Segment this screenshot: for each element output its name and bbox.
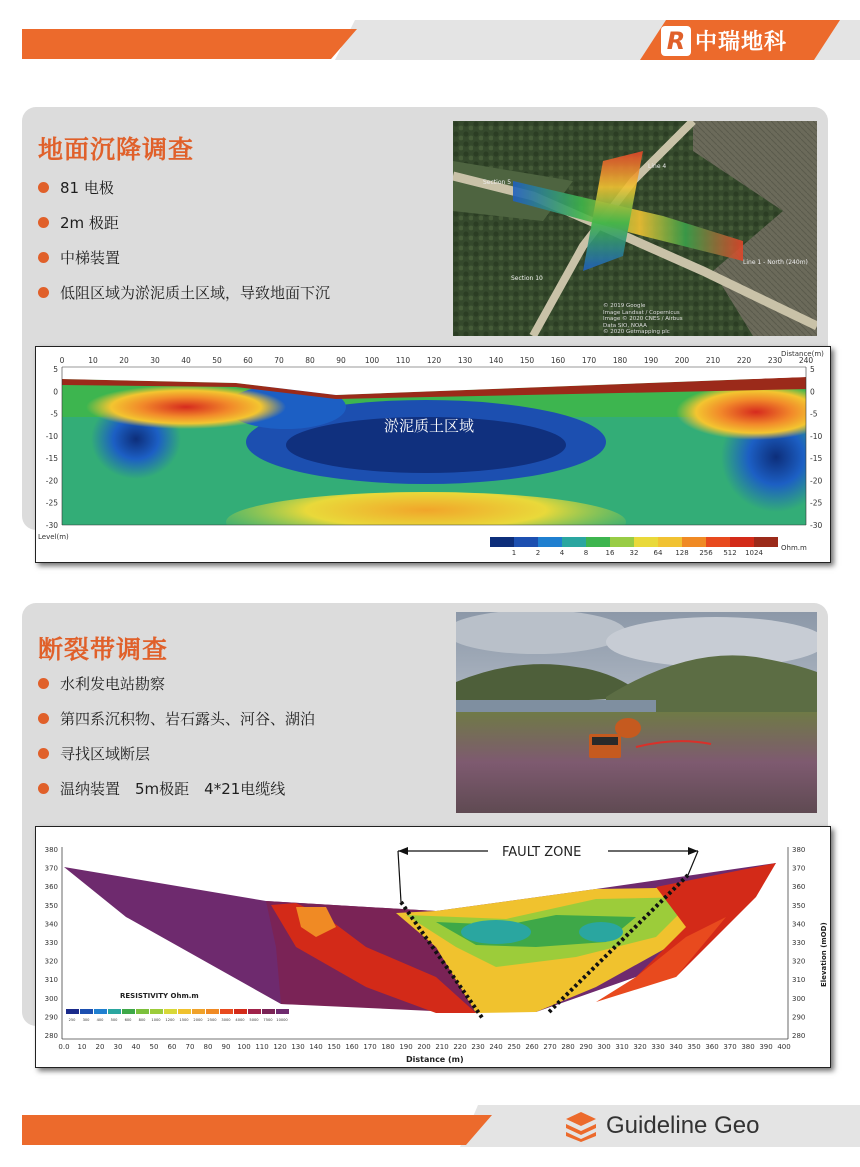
colorbar-unit-label: Ohm.m	[781, 544, 807, 552]
x-tick-label: 190	[399, 1043, 413, 1051]
section2-bullet-list	[38, 666, 315, 806]
x-tick-label: 330	[651, 1043, 665, 1051]
x-tick-label: 380	[741, 1043, 755, 1051]
section1-bullet-list	[38, 170, 330, 310]
x-tick-label: 140	[309, 1043, 323, 1051]
x-tick-label: 130	[291, 1043, 305, 1051]
colorbar-swatch	[586, 537, 610, 547]
x-tick-label: 340	[669, 1043, 683, 1051]
level-axis-label: Level(m)	[38, 533, 69, 541]
colorbar-swatch	[706, 537, 730, 547]
x-tick-label: 10	[88, 356, 98, 365]
list-item: 中梯装置	[38, 240, 330, 275]
x-tick-label: 370	[723, 1043, 737, 1051]
colorbar-tick-label: 16	[605, 549, 615, 557]
brand-logo	[661, 25, 787, 56]
x-tick-label: 390	[759, 1043, 773, 1051]
y-tick-label-right: 5	[810, 365, 815, 374]
photo-tag-section10: Section 10	[511, 275, 543, 282]
legend-swatch	[178, 1009, 191, 1014]
y-tick-label-right: 380	[792, 846, 806, 854]
legend-swatch	[234, 1009, 247, 1014]
colorbar-tick-label: 256	[699, 549, 713, 557]
y-tick-label-left: 320	[44, 957, 58, 966]
y-tick-label-left: -10	[45, 431, 58, 441]
y-tick-label-left: -20	[45, 476, 58, 486]
fault-zone-resistivity-section	[35, 826, 831, 1068]
silty-soil-region-label: 淤泥质土区域	[384, 417, 475, 435]
colorbar-tick-label: 64	[653, 549, 663, 557]
y-tick-label-left: 340	[44, 920, 58, 929]
legend-swatch	[108, 1009, 121, 1014]
colorbar-tick-label: 4	[559, 549, 565, 557]
y-tick-label-left: 5	[53, 365, 58, 374]
colorbar-swatch	[538, 537, 562, 547]
x-tick-label: 50	[212, 356, 222, 365]
y-tick-label-left: 0	[53, 387, 58, 397]
legend-swatch	[206, 1009, 219, 1014]
brand-name: 中瑞地科	[695, 30, 788, 55]
x-tick-label: 40	[131, 1043, 141, 1051]
legend-swatch	[94, 1009, 107, 1014]
y-tick-label-right: 0	[810, 387, 815, 397]
x-tick-label: 20	[95, 1043, 105, 1051]
footer-orange-band	[22, 1115, 492, 1145]
x-tick-label: 100	[364, 356, 380, 365]
legend-swatch	[276, 1009, 289, 1014]
legend-swatch	[122, 1009, 135, 1014]
x-tick-label: 290	[579, 1043, 593, 1051]
list-item: 低阻区域为淤泥质土区域，导致地面下沉	[38, 275, 330, 310]
x-tick-label: 220	[453, 1043, 467, 1051]
x-tick-label: 160	[345, 1043, 359, 1051]
y-tick-label-right: 340	[792, 920, 806, 929]
legend-value-label: 2500	[207, 1018, 217, 1022]
footer-brand-name: Guideline Geo	[606, 1112, 760, 1139]
x-tick-label: 320	[633, 1043, 647, 1051]
colorbar-tick-label: 512	[723, 549, 737, 557]
legend-value-label: 400	[96, 1018, 104, 1022]
bullet-dot-icon	[38, 252, 49, 263]
y-tick-label-right: -15	[810, 454, 823, 464]
legend-swatch	[192, 1009, 205, 1014]
colorbar-swatch	[514, 537, 538, 547]
legend-value-label: 2000	[193, 1018, 203, 1022]
legend-swatch	[248, 1009, 261, 1014]
x-tick-label: 260	[525, 1043, 539, 1051]
legend-swatch	[262, 1009, 275, 1014]
legend-value-label: 500	[110, 1018, 118, 1022]
colorbar-tick-label: 32	[629, 549, 639, 557]
photo-tag-line1: Line 1 - North (240m)	[743, 259, 808, 266]
x-tick-label: 210	[435, 1043, 449, 1051]
y-tick-label-right: 300	[792, 994, 806, 1003]
y-tick-label-left: 280	[44, 1032, 58, 1040]
list-item: 温纳装置 5m极距 4*21电缆线	[38, 771, 315, 806]
list-item: 第四系沉积物、岩石露头、河谷、湖泊	[38, 701, 315, 736]
colorbar-swatch	[658, 537, 682, 547]
y-tick-label-left: -30	[45, 521, 58, 530]
x-tick-label: 150	[519, 356, 535, 365]
y-tick-label-right: -10	[810, 431, 823, 441]
bullet-dot-icon	[38, 287, 49, 298]
x-tick-label: 210	[705, 356, 721, 365]
y-tick-label-right: 290	[792, 1013, 806, 1022]
photo-tag-section5: Section 5	[483, 179, 512, 186]
x-tick-label: 10	[77, 1043, 87, 1051]
x-tick-label: 100	[237, 1043, 251, 1051]
x-tick-label: 0.0	[58, 1043, 70, 1051]
y-tick-label-right: 360	[792, 883, 806, 892]
y-tick-label-right: 350	[792, 901, 806, 910]
guideline-geo-logo-icon	[564, 1110, 598, 1142]
x-tick-label: 70	[274, 356, 284, 365]
legend-value-label: 300	[82, 1018, 90, 1022]
section2-title: 断裂带调查	[38, 635, 169, 664]
distance-axis-label: Distance(m)	[781, 350, 824, 358]
x-tick-label: 120	[273, 1043, 287, 1051]
colorbar-swatch	[490, 537, 514, 547]
y-tick-label-left: -15	[45, 454, 58, 464]
x-tick-label: 50	[149, 1043, 159, 1051]
x-tick-label: 90	[336, 356, 346, 365]
legend-value-label: 3000	[221, 1018, 231, 1022]
x-tick-label: 130	[457, 356, 473, 365]
y-tick-label-left: 380	[44, 846, 58, 854]
colorbar-tick-label: 128	[675, 549, 689, 557]
colorbar-swatch	[754, 537, 778, 547]
distance-axis-label: Distance (m)	[406, 1055, 464, 1064]
y-tick-label-left: 300	[44, 994, 58, 1003]
x-tick-label: 230	[471, 1043, 485, 1051]
x-tick-label: 270	[543, 1043, 557, 1051]
legend-swatch	[150, 1009, 163, 1014]
y-tick-label-right: -30	[810, 521, 823, 530]
y-tick-label-right: 370	[792, 864, 806, 873]
colorbar-swatch	[634, 537, 658, 547]
legend-swatch	[220, 1009, 233, 1014]
landscape-photo-illustration	[456, 612, 817, 813]
x-tick-label: 180	[612, 356, 628, 365]
legend-value-label: 7500	[263, 1018, 273, 1022]
colorbar-tick-label: 8	[583, 549, 589, 557]
x-tick-label: 230	[767, 356, 783, 365]
x-tick-label: 60	[243, 356, 253, 365]
x-tick-label: 40	[181, 356, 191, 365]
y-tick-label-left: 310	[44, 976, 58, 985]
bullet-dot-icon	[38, 748, 49, 759]
legend-value-label: 1200	[165, 1018, 175, 1022]
y-tick-label-left: -5	[50, 409, 58, 419]
y-tick-label-left: 330	[44, 939, 58, 947]
y-tick-label-left: 360	[44, 883, 58, 892]
field-survey-photo	[456, 612, 817, 813]
y-tick-label-left: -25	[45, 498, 58, 508]
legend-value-label: 10000	[276, 1018, 288, 1022]
x-tick-label: 110	[255, 1043, 269, 1051]
bullet-dot-icon	[38, 783, 49, 794]
legend-value-label: 800	[138, 1018, 146, 1022]
x-tick-label: 200	[674, 356, 690, 365]
colorbar-swatch	[730, 537, 754, 547]
photo-tag-line4: Line 4	[648, 163, 667, 170]
colorbar-tick-label: 1	[511, 549, 517, 557]
x-tick-label: 140	[488, 356, 504, 365]
x-tick-label: 200	[417, 1043, 431, 1051]
legend-swatch	[164, 1009, 177, 1014]
list-item: 寻找区域断层	[38, 736, 315, 771]
bullet-dot-icon	[38, 678, 49, 689]
x-tick-label: 60	[167, 1043, 177, 1051]
legend-value-label: 600	[124, 1018, 132, 1022]
header-orange-band	[22, 29, 357, 59]
legend-value-label: 1500	[179, 1018, 189, 1022]
x-tick-label: 180	[381, 1043, 395, 1051]
x-tick-label: 160	[550, 356, 566, 365]
x-tick-label: 190	[643, 356, 659, 365]
x-tick-label: 80	[305, 356, 315, 365]
x-tick-label: 80	[203, 1043, 213, 1051]
legend-swatch	[80, 1009, 93, 1014]
colorbar-swatch	[682, 537, 706, 547]
bullet-dot-icon	[38, 217, 49, 228]
x-tick-label: 400	[777, 1043, 791, 1051]
x-tick-label: 30	[150, 356, 160, 365]
x-tick-label: 170	[363, 1043, 377, 1051]
y-tick-label-left: 370	[44, 864, 58, 873]
legend-swatch	[136, 1009, 149, 1014]
x-tick-label: 90	[221, 1043, 231, 1051]
list-item: 2m 极距	[38, 205, 330, 240]
x-tick-label: 170	[581, 356, 597, 365]
resistivity-legend-title: RESISTIVITY Ohm.m	[120, 992, 199, 1000]
list-item: 水利发电站勘察	[38, 666, 315, 701]
x-tick-label: 300	[597, 1043, 611, 1051]
y-tick-label-left: 290	[44, 1013, 58, 1022]
fault-zone-label: FAULT ZONE	[502, 845, 582, 860]
brand-logo-icon: R	[661, 26, 691, 56]
x-tick-label: 240	[489, 1043, 503, 1051]
aerial-survey-photo	[453, 121, 817, 336]
legend-value-label: 250	[68, 1018, 76, 1022]
y-tick-label-right: -20	[810, 476, 823, 486]
bullet-dot-icon	[38, 713, 49, 724]
y-tick-label-right: -25	[810, 498, 823, 508]
x-tick-label: 0	[59, 356, 65, 365]
resistivity-section-1-plot	[36, 347, 830, 562]
x-tick-label: 350	[687, 1043, 701, 1051]
y-tick-label-right: 330	[792, 939, 806, 947]
colorbar-tick-label: 2	[535, 549, 541, 557]
footer-brand	[564, 1110, 759, 1142]
x-tick-label: 360	[705, 1043, 719, 1051]
x-tick-label: 150	[327, 1043, 341, 1051]
x-tick-label: 110	[395, 356, 411, 365]
resistivity-section-2-plot	[36, 827, 830, 1067]
photo-credits: © 2019 Google Image Landsat / Copernicus Image © 2020 CNES / Airbus Data SIO, NOAA © 2020 Getmapping plc	[603, 303, 683, 335]
y-tick-label-right: 310	[792, 976, 806, 985]
x-tick-label: 220	[736, 356, 752, 365]
x-tick-label: 250	[507, 1043, 521, 1051]
y-tick-label-left: 350	[44, 901, 58, 910]
y-tick-label-right: -5	[810, 409, 818, 419]
colorbar-tick-label: 1024	[745, 549, 763, 557]
legend-value-label: 4000	[235, 1018, 245, 1022]
x-tick-label: 20	[119, 356, 129, 365]
colorbar-swatch	[562, 537, 586, 547]
colorbar-swatch	[610, 537, 634, 547]
section1-title: 地面沉降调查	[38, 135, 195, 164]
elevation-axis-label: Elevation (mOD)	[820, 922, 828, 987]
y-tick-label-right: 320	[792, 957, 806, 966]
x-axis-ticks	[58, 1043, 790, 1051]
legend-value-label: 1000	[151, 1018, 161, 1022]
x-tick-label: 280	[561, 1043, 575, 1051]
subsidence-resistivity-section	[35, 346, 831, 563]
x-tick-label: 310	[615, 1043, 629, 1051]
x-tick-label: 70	[185, 1043, 195, 1051]
x-tick-label: 120	[426, 356, 442, 365]
list-item: 81 电极	[38, 170, 330, 205]
x-tick-label: 240	[798, 356, 814, 365]
legend-swatch	[66, 1009, 79, 1014]
bullet-dot-icon	[38, 182, 49, 193]
legend-value-label: 5000	[249, 1018, 259, 1022]
y-tick-label-right: 280	[792, 1032, 806, 1040]
x-tick-label: 30	[113, 1043, 123, 1051]
